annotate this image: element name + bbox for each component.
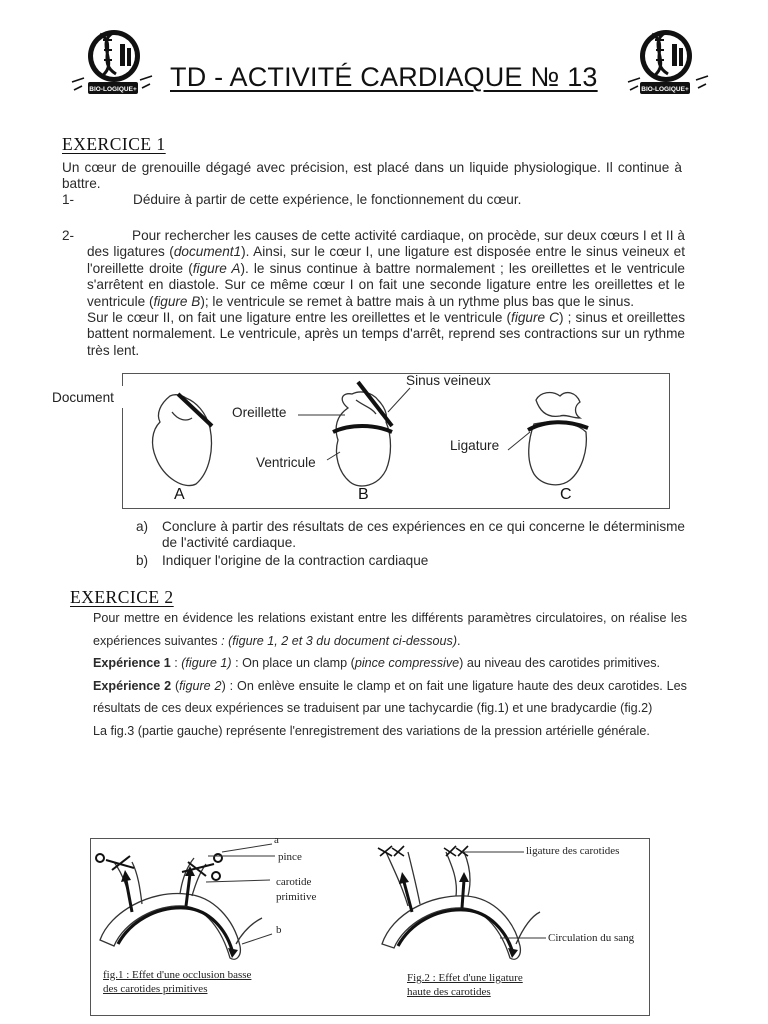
exercise2-heading: EXERCICE 2 [70,587,174,607]
fig2-caption: Fig.2 : Effet d'une ligature haute des carotides [407,972,523,998]
label-pince: pince [278,851,302,863]
question-a-number: a) [136,519,149,534]
figure-letter-c: C [560,486,572,503]
label-circulation: Circulation du sang [548,932,635,944]
figure-c-ref: figure C [511,310,559,326]
page-title: TD - ACTIVITÉ CARDIAQUE № 13 [170,62,598,92]
label-ventricule: Ventricule [256,455,316,470]
logo-text: BIO-LOGIQUE+ [89,86,137,93]
logo-text: BIO-LOGIQUE+ [641,86,689,93]
question-2-text: Pour rechercher les causes de cette activité cardiaque, on procède, sur deux cœurs I et II à des ligatures (document1). Ainsi, sur le cœur I, une ligature est disposée entre le sinus veineux et l'oreillette droite (figure A). le sinus continue à battre normalement ; les oreillettes et le ventricule s'arrêtent en diastole. Sur ce même cœur I on fait une seconde ligature entre les oreillettes et le ventricule (figure B); le ventricule se remet à battre mais à un rythme plus bas que le sinus. Sur le cœur II, on fait une ligature entre les oreillettes et le ventricule (figure C) ; sinus et oreillettes battent normalement. Le ventricule, après un temps d'arrêt, reprend ses contractions sur un rythme très lent. [87,228,685,358]
figure-letter-b: B [358,486,369,503]
question-2-number: 2- [62,228,75,243]
exercise1-intro: Un cœur de grenouille dégagé avec précision, est placé dans un liquide physiologique. Il continue à battre. [62,160,682,192]
question-a-text: Conclure à partir des résultats de ces expériences en ce qui concerne le déterminisme de l'activité cardiaque. [162,519,685,551]
experience-1-label: Expérience 1 [93,656,171,671]
exercise1-heading: EXERCICE 1 [62,134,166,154]
label-ligature-carotides: ligature des carotides [526,845,620,857]
question-1-text: Déduire à partir de cette expérience, le fonctionnement du cœur. [133,192,522,207]
figure-letter-a: A [174,486,185,503]
ligature-marks [378,846,468,856]
question-1-number: 1- [62,192,75,207]
label-ligature: Ligature [450,438,500,453]
document-label: Document [52,390,114,405]
experience-2-label: Expérience 2 [93,678,172,693]
label-sinus-veineux: Sinus veineux [406,373,491,388]
label-oreillette: Oreillette [232,405,287,420]
document1-ref: document1 [173,244,242,260]
question-b-text: Indiquer l'origine de la contraction cardiaque [162,553,429,568]
label-carotide: carotide [276,876,312,888]
fig1-caption: fig.1 : Effet d'une occlusion basse des carotides primitives [103,969,252,995]
label-primitive: primitive [276,891,317,903]
label-a: a [274,834,279,846]
exercise2-text: Pour mettre en évidence les relations existant entre les différents paramètres circulatoires, on réalise les expériences suivantes : (figure 1, 2 et 3 du document ci-dessous). Expérience 1 : (figure 1) : On place un clamp (pince compressive) au niveau des carotides primitives. Expérience 2 (figure 2) : On enlève ensuite le clamp et on fait une ligature haute des deux carotides. Les résultats de ces deux expériences se traduisent par une tachycardie (fig.1) et une bradycardie (fig.2) La fig.3 (partie gauche) représente l'enregistrement des variations de la pression artérielle générale. [93,611,687,738]
label-b: b [276,924,282,936]
clamp-icons [96,854,222,880]
question-b-number: b) [136,553,149,568]
figure-a-ref: figure A [192,260,241,276]
figure-b-ref: figure B [153,293,201,309]
